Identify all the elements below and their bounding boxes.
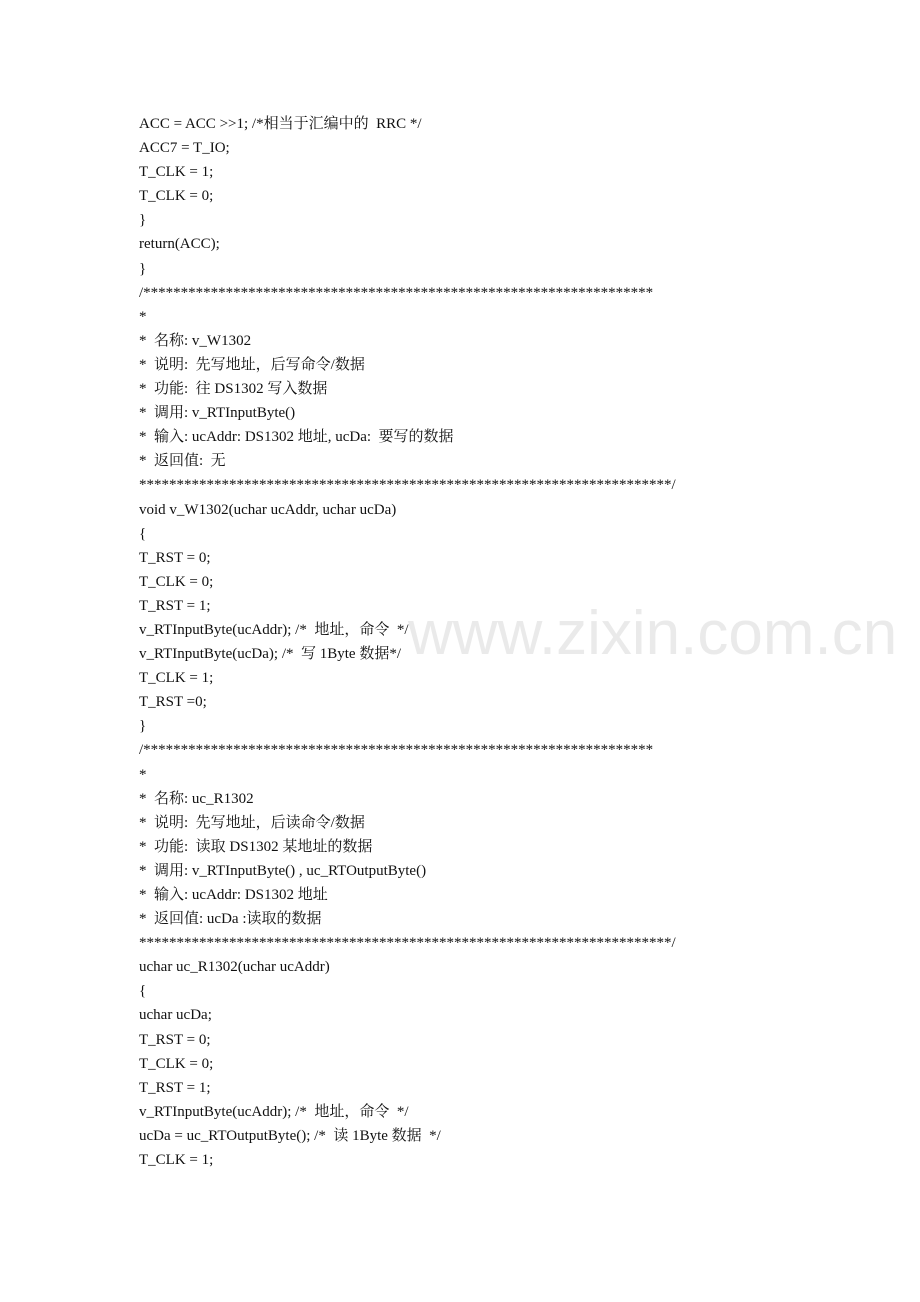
code-line: * 名称: v_W1302 — [139, 332, 252, 349]
code-line: * 输入: ucAddr: DS1302 地址 — [139, 887, 328, 903]
code-line: * 返回值: 无 — [139, 453, 226, 470]
code-line: * 输入: ucAddr: DS1302 地址, ucDa: 要写的数据 — [139, 429, 454, 446]
code-line: return(ACC); — [139, 236, 220, 253]
code-line: * 调用: v_RTInputByte() , uc_RTOutputByte() — [139, 862, 427, 879]
code-line: /******************************************************************** — [139, 742, 654, 759]
code-line: T_CLK = 1; — [139, 164, 214, 181]
code-line: ***********************************************************************/ — [139, 935, 676, 952]
code-line: void v_W1302(uchar ucAddr, uchar ucDa) — [139, 501, 397, 518]
code-line: T_RST = 1; — [139, 1079, 211, 1096]
code-line: } — [139, 260, 147, 277]
code-line: * 说明: 先写地址，后读命令/数据 — [139, 814, 365, 831]
code-line: T_RST = 0; — [139, 549, 211, 566]
code-line: { — [139, 525, 147, 542]
code-line: ACC = ACC >>1; /*相当于汇编中的 RRC */ — [139, 116, 422, 132]
code-line: ***********************************************************************/ — [139, 477, 676, 494]
code-line: * 功能: 读取 DS1302 某地址的数据 — [139, 838, 373, 855]
code-line: T_CLK = 0; — [139, 188, 214, 205]
code-line: v_RTInputByte(ucAddr); /* 地址，命令 */ — [139, 1103, 409, 1120]
code-line: T_RST = 1; — [139, 597, 211, 614]
code-line: T_CLK = 1; — [139, 1152, 214, 1169]
code-line: * 名称: uc_R1302 — [139, 790, 254, 807]
code-line: /******************************************************************** — [139, 284, 654, 301]
code-line: T_RST = 0; — [139, 1031, 211, 1048]
code-line: * 说明: 先写地址，后写命令/数据 — [139, 356, 365, 373]
code-line: } — [139, 718, 147, 735]
code-line: * 调用: v_RTInputByte() — [139, 405, 296, 422]
code-line: T_RST =0; — [139, 694, 207, 711]
code-listing — [139, 112, 879, 1172]
watermark: www.zixin.com.cn — [408, 599, 898, 668]
code-line: T_CLK = 1; — [139, 670, 214, 687]
code-line: uchar uc_R1302(uchar ucAddr) — [139, 959, 330, 976]
code-line: * — [139, 766, 147, 783]
code-line: ucDa = uc_RTOutputByte(); /* 读 1Byte 数据 */ — [139, 1127, 441, 1144]
code-line: * — [139, 308, 147, 325]
code-line: T_CLK = 0; — [139, 1055, 214, 1072]
code-line: T_CLK = 0; — [139, 573, 214, 590]
code-line: ACC7 = T_IO; — [139, 140, 230, 157]
code-line: * 返回值: ucDa :读取的数据 — [139, 911, 322, 928]
code-line: } — [139, 212, 147, 229]
code-line: { — [139, 983, 147, 1000]
code-line: v_RTInputByte(ucDa); /* 写 1Byte 数据*/ — [139, 646, 401, 663]
code-line: uchar ucDa; — [139, 1007, 212, 1024]
code-line: * 功能: 往 DS1302 写入数据 — [139, 381, 328, 398]
code-line: v_RTInputByte(ucAddr); /* 地址，命令 */ — [139, 621, 409, 638]
